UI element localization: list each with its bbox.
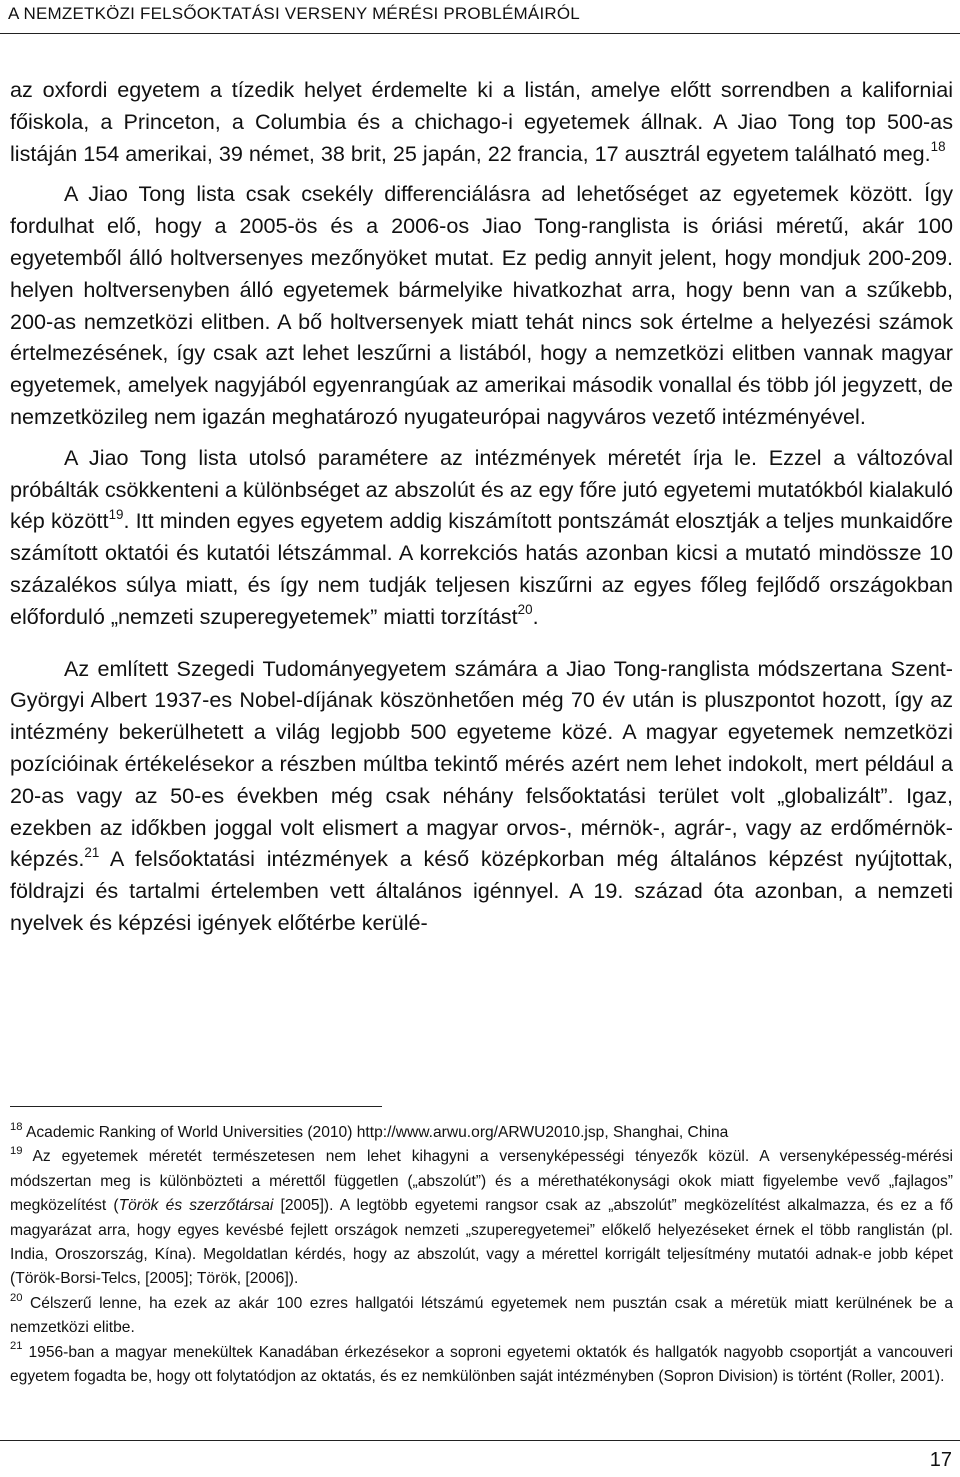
footnote-italic-authors: Török és szerzőtársai [118, 1197, 274, 1215]
footnote-18 [10, 1121, 953, 1145]
footnote-19 [10, 1145, 953, 1291]
footnote-ref-19: 19 [108, 506, 124, 522]
footnote-20 [10, 1292, 953, 1341]
page-number: 17 [929, 1449, 952, 1471]
footer-rule [0, 1440, 960, 1441]
paragraph-4-text-b: A felsőoktatási intézmények a késő középkorban még általános képzést nyújtottak, földrajzi és tartalmi értelemben vett általános igénnyel. A 19. század óta azonban, a nemzeti nyelvek és képzési igények előtérbe kerülé- [10, 846, 953, 935]
footnote-ref-18: 18 [930, 139, 946, 155]
footnote-number: 20 [10, 1291, 23, 1304]
paragraph-2: A Jiao Tong lista csak csekély differenciálásra ad lehetőséget az egyetemek között. Így fordulhat elő, hogy a 2005-ös és a 2006-os Jiao Tong-ranglista is óriási méretű, akár 100 egyetemből álló holtversenyes mezőnyöket mutat. Ez pedig annyit jelent, hogy mondjuk 200-209. helyen holtversenyben álló egyetemek bármelyike hivatkozhat arra, hogy benn van a szűkebb, 200-as nemzetközi elitben. A bő holtversenyek miatt tehát nincs sok értelme a helyezési számok értelmezésének, így csak azt lehet leszűrni a listából, hogy a nemzetközi elitben vannak magyar egyetemek, amelyek nagyjából egyenrangúak az amerikai második vonallal és több jól jegyzett, de nemzetközileg nem igazán meghatározó nyugateurópai nagyváros vezető intézményével. [10, 181, 953, 429]
body-text [10, 74, 953, 939]
running-head: A NEMZETKÖZI FELSŐOKTATÁSI VERSENY MÉRÉSI PROBLÉMÁIRÓL [8, 4, 580, 23]
footnote-rule [10, 1106, 382, 1107]
header-rule [0, 33, 960, 34]
paragraph-3 [10, 442, 953, 633]
footnote-text: Célszerű lenne, ha ezek az akár 100 ezres hallgatói létszámú egyetemek nem pusztán csak a méretük miatt kerülnének be a nemzetközi elitbe. [10, 1294, 953, 1337]
footnotes [10, 1121, 953, 1389]
paragraph-3-text-c: . [532, 603, 539, 629]
footnote-ref-20: 20 [517, 602, 533, 618]
paragraph-4 [10, 653, 953, 939]
paragraph-1-text: az oxfordi egyetem a tízedik helyet érdemelte ki a listán, amelye előtt sorrendben a kaliforniai főiskola, a Princeton, a Columbia és a chichago-i egyetemek állnak. A Jiao Tong top 500-as listáján 154 amerikai, 39 német, 38 brit, 25 japán, 22 francia, 17 ausztrál egyetem található meg. [10, 77, 953, 166]
footnote-ref-21: 21 [84, 844, 100, 860]
footnote-number: 21 [10, 1340, 23, 1353]
paragraph-3-text-a: A Jiao Tong lista utolsó paramétere az intézmények méretét írja le. Ezzel a változóval próbálták csökkenteni a különbséget az abszolút és az egy főre jutó egyetemi mutatókból kialakuló kép között [10, 444, 953, 534]
footnote-21 [10, 1341, 953, 1390]
footnote-text: Az egyetemek méretét természetesen nem lehet kihagyni a versenyképességi tényezők közül. A versenyképesség-mérési módszertan meg is különbözteti a mérettől független („abszolút”) és a mérethatékonysági okok miatt figyelembe vevő „fajlagos” megközelítést ( [10, 1148, 953, 1215]
footnote-text: 1956-ban a magyar menekültek Kanadában érkezésekor a soproni egyetemi oktatók és hallgatók nagyobb csoportját a vancouveri egyetem fogadta be, hogy ott folytatódjon az oktatás, és ez nemkülönben saját intézményben (Sopron Division) is történt (Roller, 2001). [10, 1343, 953, 1386]
footnote-number: 18 [10, 1120, 23, 1133]
footnote-text: Academic Ranking of World Universities (2010) http://www.arwu.org/ARWU2010.jsp, Shanghai, China [25, 1124, 729, 1141]
footnote-number: 19 [10, 1145, 23, 1158]
paragraph-3-text-b: . Itt minden egyes egyetem addig kiszámított pontszámát elosztják a teljes munkaidőre számított oktatói és kutatói létszámmal. A korrekciós hatás azonban kicsi a mutató mindössze 10 százalékos súlya miatt, és így nem tudják teljesen kiszűrni az egyes főleg fejlődő országokban előforduló „nemzeti szuperegyetemek” miatti torzítást [10, 508, 953, 629]
footnote-text: [2005]). A legtöbb egyetemi rangsor csak az „abszolút” megközelítést alkalmazza, és ez a fő magyarázat arra, hogy egyes kevésbé fejlett országok nemzeti „szuperegyetemei” előkelő helyezéseket érnek el több ranglistán (pl. India, Oroszország, Kína). Megoldatlan kérdés, hogy az abszolút, vagy a mérettel korrigált teljesítmény mutatói adnak-e jobb képet (Török-Borsi-Telcs, [2005]; Török, [2006]). [10, 1197, 953, 1288]
paragraph-1 [10, 74, 953, 169]
paragraph-4-text-a: Az említett Szegedi Tudományegyetem számára a Jiao Tong-ranglista módszertana Szent-Györgyi Albert 1937-es Nobel-díjának köszönhetően még 70 év után is pluszpontot hozott, így az intézmény bekerülhetett a világ legjobb 500 egyeteme közé. A magyar egyetemek nemzetközi pozícióinak értékelésekor a részben múltba tekintő mérés azért nem lehet indokolt, mert például a 20-as vagy az 50-es években még csak néhány felsőoktatási terület volt „globalizált”. Igaz, ezekben az időkben joggal volt elismert a magyar orvos-, mérnök-, agrár-, vagy az erdőmérnök-képzés. [10, 655, 953, 872]
